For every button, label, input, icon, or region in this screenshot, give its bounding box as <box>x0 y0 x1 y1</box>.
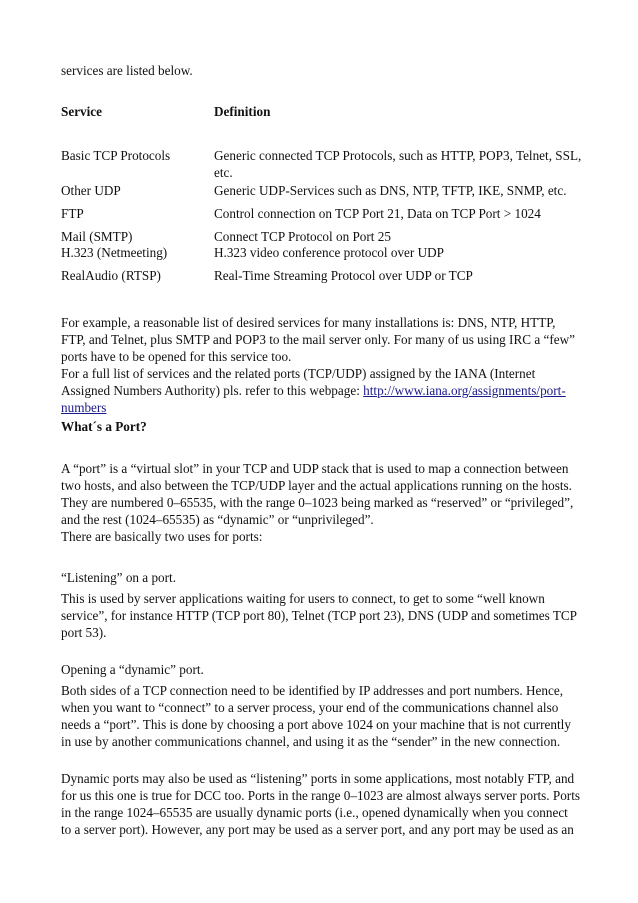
paragraph-dynamic-ports: Dynamic ports may also be used as “listening” ports in some applications, most notably FTP, and for us this one is true for DCC too. Ports in the range 0–1023 are almost always server ports. Ports in the range 1024–65535 are usually dynamic ports (i.e., opened dynamically when you connect to a server port). However, any port may be used as a server port, and any port may be used as an <box>61 771 580 837</box>
dynamic-body: Both sides of a TCP connection need to be identified by IP addresses and port numbers. Hence, when you want to “connect” to a server process, your end of the communications channel also needs a “port”. This is done by choosing a port above 1024 on your machine that is not currently in use by another communications channel, and using it as the “sender” in the new connection. <box>61 683 571 749</box>
listening-title: “Listening” on a port. <box>61 570 176 585</box>
paragraph-full-list <box>61 365 581 416</box>
full-list-text: For a full list of services and the related ports (TCP/UDP) assigned by the IANA (Internet Assigned Numbers Authority) pls. refer to this webpage: <box>61 366 536 398</box>
paragraph-example: For example, a reasonable list of desired services for many installations is: DNS, NTP, HTTP, FTP, and Telnet, plus SMTP and POP3 to the mail server only. For many of us using IRC a “few” ports have to be opened for this service too. <box>61 315 575 364</box>
table-cell-service: Mail (SMTP) <box>61 229 133 244</box>
table-header-service: Service <box>61 104 103 119</box>
listening-body: This is used by server applications waiting for users to connect, to get to some “well known service”, for instance HTTP (TCP port 80), Telnet (TCP port 23), DNS (UDP and sometimes TCP port 53). <box>61 591 577 640</box>
table-cell-service: Basic TCP Protocols <box>61 148 171 163</box>
paragraph-port: A “port” is a “virtual slot” in your TCP and UDP stack that is used to map a connection between two hosts, and also between the TCP/UDP layer and the actual applications running on the hosts. They are numbered 0–65535, with the range 0–1023 being marked as “reserved” or “privileged”, and the rest (1024–65535) as “dynamic” or “unprivileged”. <box>61 461 574 527</box>
table-header-definition: Definition <box>214 104 271 119</box>
heading-whats-a-port: What´s a Port? <box>61 419 147 434</box>
table-cell-definition: Control connection on TCP Port 21, Data on TCP Port > 1024 <box>214 206 541 221</box>
table-cell-service: RealAudio (RTSP) <box>61 268 161 283</box>
table-cell-definition: Connect TCP Protocol on Port 25 <box>214 229 391 244</box>
table-cell-service: Other UDP <box>61 183 121 198</box>
table-cell-definition: Generic UDP-Services such as DNS, NTP, TFTP, IKE, SNMP, etc. <box>214 183 567 198</box>
table-cell-service: H.323 (Netmeeting) <box>61 245 168 260</box>
dynamic-title: Opening a “dynamic” port. <box>61 662 204 677</box>
paragraph-two-uses: There are basically two uses for ports: <box>61 529 263 544</box>
table-cell-definition: Real-Time Streaming Protocol over UDP or TCP <box>214 268 473 283</box>
iana-link[interactable]: http://www.iana.org/assignments/port-numbers <box>61 383 566 415</box>
intro-text: services are listed below. <box>61 63 193 78</box>
table-cell-service: FTP <box>61 206 84 221</box>
table-cell-definition: H.323 video conference protocol over UDP <box>214 245 444 260</box>
table-cell-definition: Generic connected TCP Protocols, such as HTTP, POP3, Telnet, SSL, etc. <box>214 148 582 180</box>
